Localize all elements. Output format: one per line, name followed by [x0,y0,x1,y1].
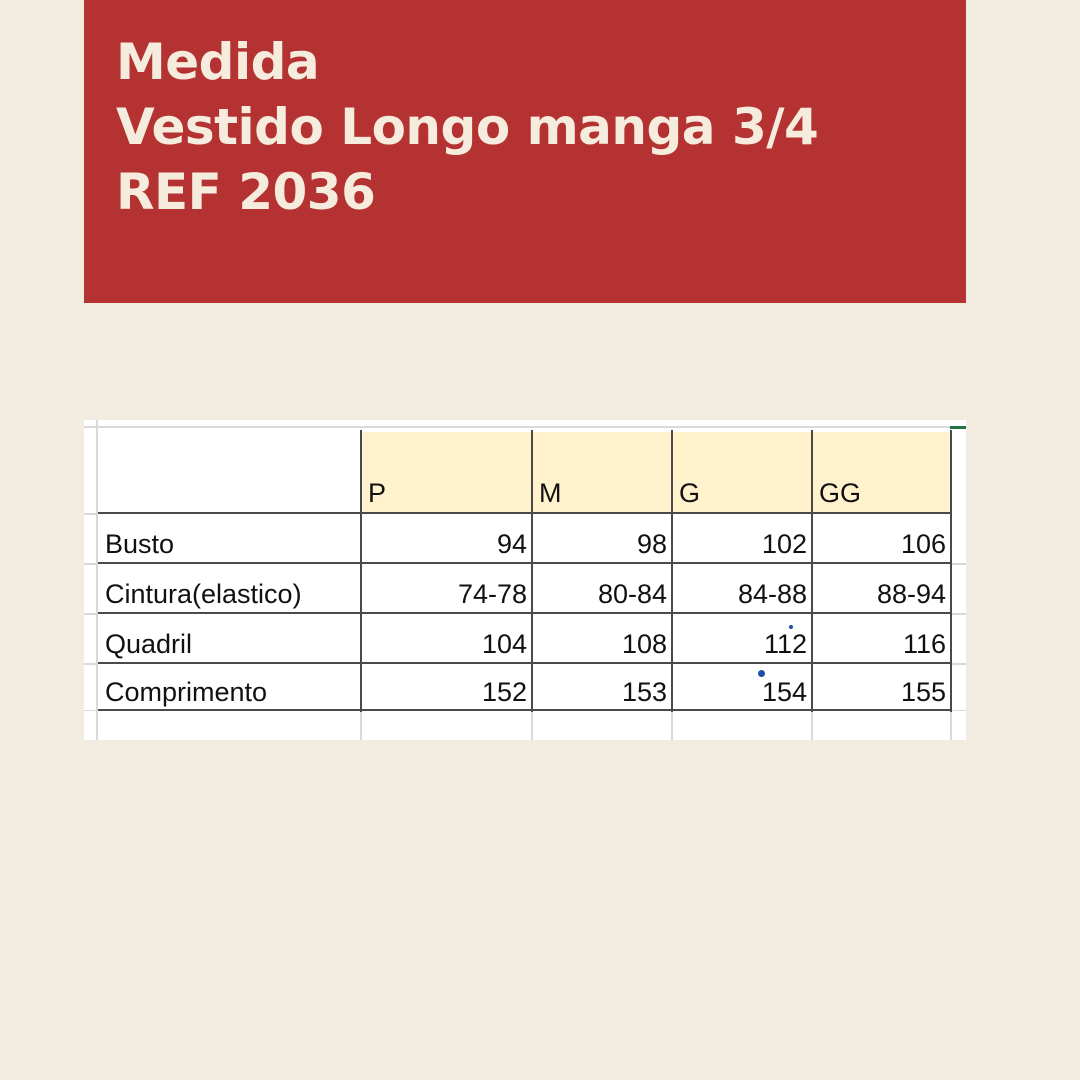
selection-handle [950,426,966,429]
column-header-p: P [368,478,387,508]
title-line-product: Vestido Longo manga 3/4 [116,98,819,156]
row-border-busto [98,562,952,564]
cell-comprimento-p: 152 [481,677,527,707]
cell-comprimento-m: 153 [621,677,667,707]
row-border-quadril [98,662,952,664]
size-header-fill [362,432,950,512]
title-line-measure: Medida [116,33,320,91]
row-border-header [98,512,952,514]
cell-quadril-gg: 116 [902,629,946,659]
title-block [116,30,818,225]
row-label-quadril: Quadril [105,629,193,659]
cell-busto-p: 94 [496,529,527,559]
cell-cintura-gg: 88-94 [876,579,946,609]
cell-comprimento-g: 154 [761,677,807,707]
cell-busto-g: 102 [761,529,807,559]
column-header-gg: GG [819,478,862,508]
cell-cintura-m: 80-84 [597,579,667,609]
column-border-right [950,430,952,712]
cell-quadril-p: 104 [481,629,527,659]
cell-cintura-p: 74-78 [457,579,527,609]
column-header-m: M [539,478,562,508]
column-border-gg [811,430,813,712]
size-chart-spreadsheet [84,420,966,740]
cell-busto-gg: 106 [900,529,946,559]
row-label-cintura: Cintura(elastico) [105,579,302,609]
cell-busto-m: 98 [636,529,667,559]
row-border-cintura [98,612,952,614]
cell-quadril-g: 112 [763,629,807,659]
cell-quadril-m: 108 [621,629,667,659]
column-border-p [360,430,362,712]
gridline-left [96,420,98,740]
row-border-comprimento [98,709,952,711]
row-label-busto: Busto [105,529,175,559]
column-header-g: G [679,478,701,508]
title-line-reference: REF 2036 [116,163,376,221]
ink-dot [789,625,793,629]
row-label-comprimento: Comprimento [105,677,268,707]
ink-dot [758,670,765,677]
gridline-top [84,426,966,428]
column-border-m [531,430,533,712]
column-border-g [671,430,673,712]
cell-cintura-g: 84-88 [737,579,807,609]
cell-comprimento-gg: 155 [900,677,946,707]
